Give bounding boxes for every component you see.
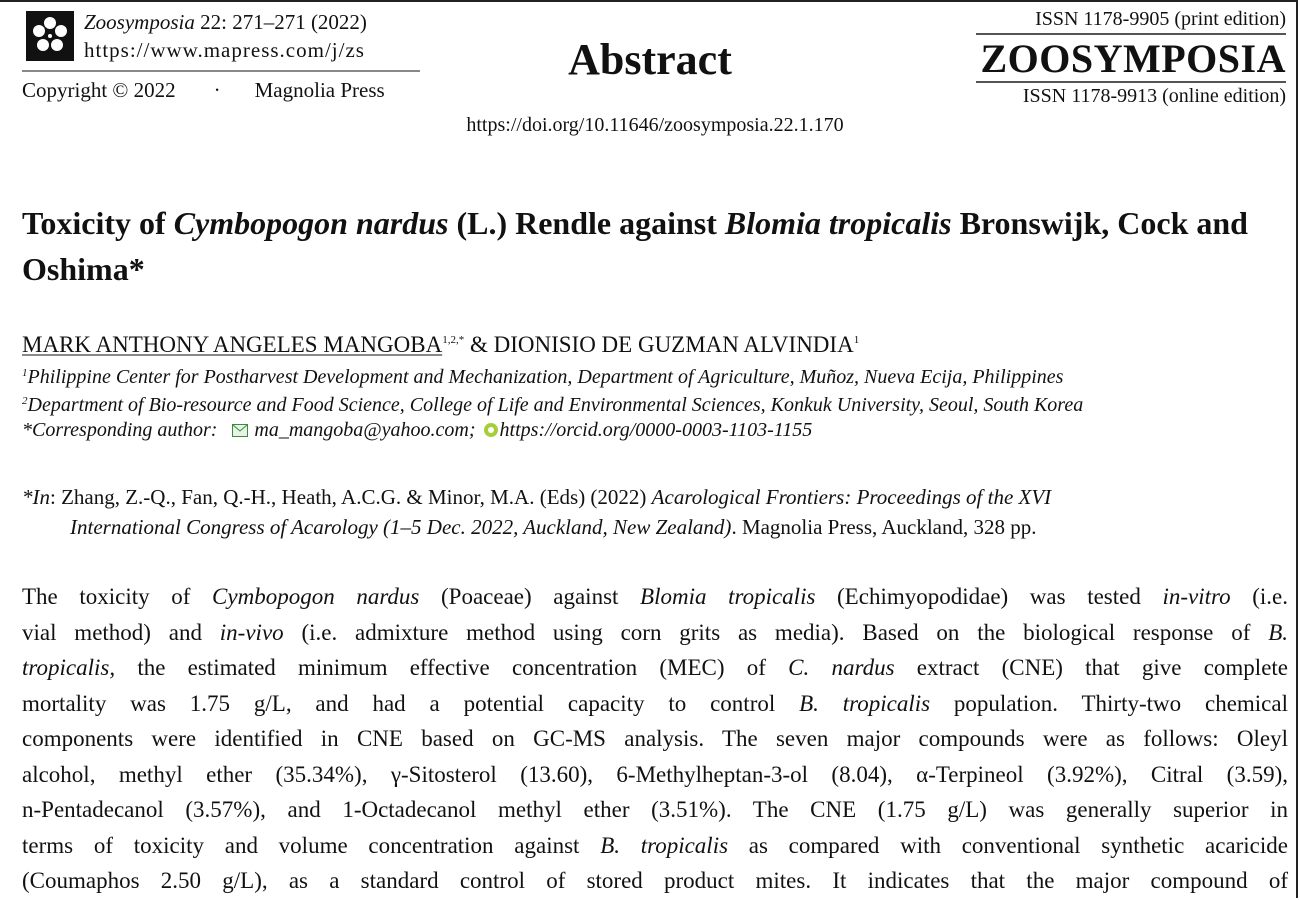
journal-name: Zoosymposia: [84, 10, 195, 34]
author-affiliation-sup: 1,2,*: [442, 334, 465, 346]
body-species: C. nardus: [788, 655, 895, 680]
title-text: (L.) Rendle against: [448, 205, 725, 241]
body-species: B. tropicalis: [799, 690, 931, 716]
body-text: mortality was 1.75 g/L, and had a potential capacity to control: [22, 690, 800, 716]
body-species: Blomia tropicalis: [640, 584, 816, 609]
issn-block: [976, 6, 1286, 109]
corresponding-author: [22, 417, 812, 443]
affiliation-text: Department of Bio-resource and Food Science, College of Life and Environmental Sciences, Konkuk University, Seoul, South Korea: [27, 394, 1084, 416]
orcid-link[interactable]: https://orcid.org/0000-0003-1103-1155: [499, 419, 813, 441]
author-affiliation-sup: 1: [853, 334, 860, 346]
journal-info: [84, 8, 420, 64]
in-prefix: *In: [22, 485, 50, 509]
body-line: components were identified in CNE based on GC-MS analysis. The seven major compounds were as follows: Oleyl: [22, 726, 1288, 751]
article-title: [22, 200, 1292, 292]
body-line: [22, 650, 1288, 686]
issn-online: ISSN 1178-9913 (online edition): [976, 81, 1286, 109]
separator-dot: ·: [213, 78, 221, 102]
journal-issue: 22: 271–271 (2022): [194, 10, 367, 34]
doi-link[interactable]: https://doi.org/10.11646/zoosymposia.22.1.170: [466, 114, 844, 136]
author-name[interactable]: MARK ANTHONY ANGELES MANGOBA: [22, 332, 443, 357]
title-species: Cymbopogon nardus: [173, 205, 449, 241]
body-text: population. Thirty-two chemical: [930, 690, 1288, 716]
issn-print: ISSN 1178-9905 (print edition): [976, 6, 1286, 35]
body-line: [22, 579, 1288, 615]
corresponding-label: *Corresponding author:: [22, 419, 223, 441]
title-species: Blomia tropicalis: [724, 205, 952, 241]
body-text: the estimated minimum effective concentration (MEC) of: [115, 655, 789, 680]
affiliation-2: [22, 388, 1083, 418]
author-separator: &: [464, 332, 494, 357]
section-label: Abstract: [568, 35, 732, 84]
journal-brand: ZOOSYMPOSIA: [980, 36, 1286, 81]
body-line: [22, 828, 1288, 864]
body-text: vial method) and: [22, 619, 220, 645]
email-link[interactable]: ma_mangoba@yahoo.com;: [254, 419, 476, 441]
body-text: extract (CNE) that give complete: [894, 655, 1288, 680]
author-line: [22, 324, 859, 361]
body-line: [22, 615, 1288, 651]
body-text: (Echimyopodidae) was tested: [815, 584, 1163, 609]
title-text: Bronswijk, Cock and Oshima*: [22, 205, 1248, 287]
body-text: (i.e.: [1230, 584, 1288, 609]
body-species: Cymbopogon nardus: [212, 584, 420, 609]
body-line: n-Pentadecanol (3.57%), and 1-Octadecanol methyl ether (3.51%). The CNE (1.75 g/L) was generally superior in: [22, 797, 1288, 822]
body-term: in-vivo: [219, 619, 284, 645]
in-book-title: Acarological Frontiers: Proceedings of the XVI: [651, 485, 1052, 509]
body-text: as compared with conventional synthetic acaricide: [728, 832, 1288, 858]
header-divider: [22, 70, 420, 72]
in-reference-line: [22, 512, 1292, 542]
body-line: (Coumaphos 2.50 g/L), as a standard control of stored product mites. It indicates that the major compound of: [22, 868, 1288, 893]
title-text: Toxicity of: [22, 205, 174, 241]
journal-citation: [84, 8, 420, 36]
in-book-title: International Congress of Acarology (1–5 Dec. 2022, Auckland, New Zealand): [70, 515, 732, 539]
author-name: DIONISIO DE GUZMAN ALVINDIA: [493, 332, 854, 357]
affiliation-sup: 2: [22, 395, 28, 407]
in-editors: : Zhang, Z.-Q., Fan, Q.-H., Heath, A.C.G. & Minor, M.A. (Eds) (2022): [50, 485, 652, 509]
body-text: terms of toxicity and volume concentration against: [22, 832, 601, 858]
affiliation-text: Philippine Center for Postharvest Development and Mechanization, Department of Agriculture, Muñoz, Nueva Ecija, Philippines: [27, 366, 1064, 388]
copyright-text: Copyright © 2022: [22, 78, 176, 102]
body-text: (Poaceae) against: [419, 584, 641, 609]
in-reference-line: [22, 482, 1292, 512]
affiliation-sup: 1: [22, 367, 28, 379]
body-line: [22, 686, 1288, 722]
orcid-icon: [484, 423, 498, 437]
in-reference: [22, 482, 1292, 542]
body-text: The toxicity of: [22, 584, 213, 609]
journal-url-link[interactable]: https://www.mapress.com/j/zs: [84, 38, 365, 62]
zoosymposia-logo-icon: [26, 11, 74, 61]
body-species: B.: [1268, 619, 1288, 645]
publisher-name: Magnolia Press: [254, 78, 385, 102]
mail-icon: [232, 424, 248, 437]
body-line: alcohol, methyl ether (35.34%), γ-Sitosterol (13.60), 6-Methylheptan-3-ol (8.04), α-Terpineol (3.92%), Citral (3.59),: [22, 761, 1288, 787]
in-publisher: . Magnolia Press, Auckland, 328 pp.: [731, 515, 1037, 539]
abstract-body: [22, 579, 1288, 899]
body-text: (i.e. admixture method using corn grits as media). Based on the biological response of: [283, 619, 1269, 645]
affiliation-1: [22, 360, 1063, 390]
body-term: in-vitro: [1162, 584, 1231, 609]
body-species: B. tropicalis: [600, 832, 729, 858]
body-species: tropicalis,: [22, 655, 116, 680]
copyright-line: [22, 76, 385, 104]
